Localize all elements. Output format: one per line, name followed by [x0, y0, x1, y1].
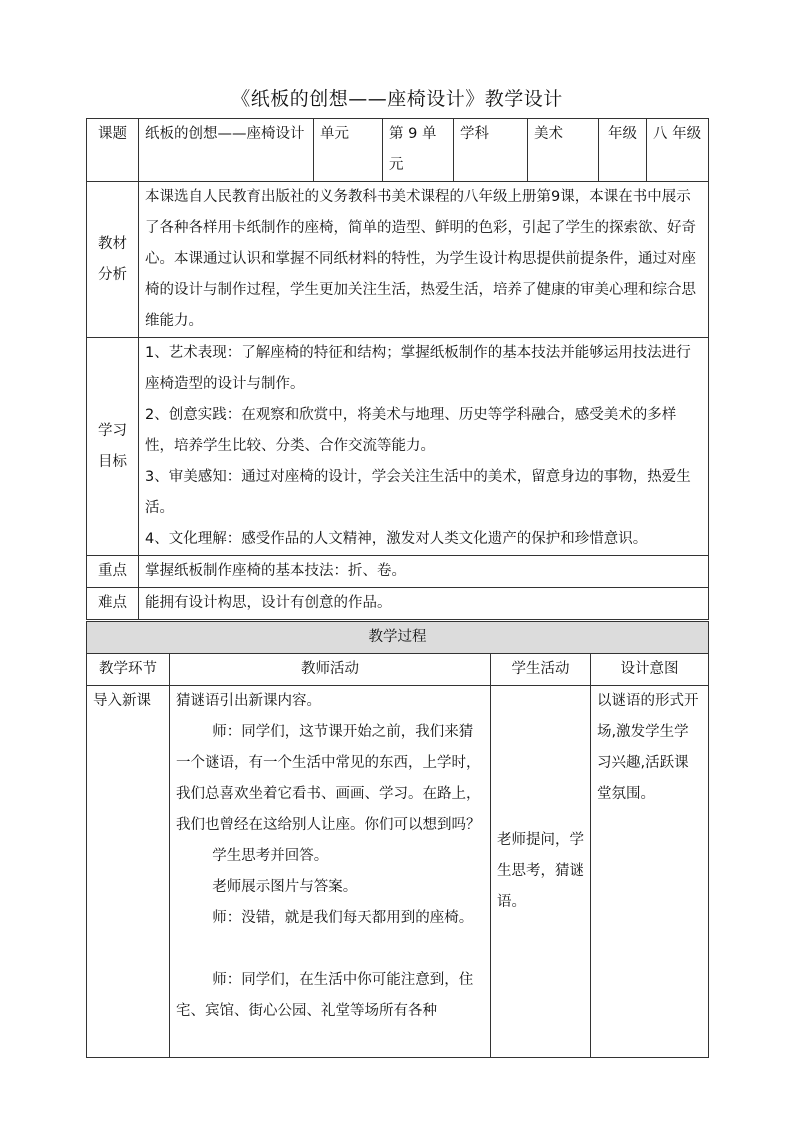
teacher-line: 猜谜语引出新课内容。: [176, 693, 321, 709]
teacher-line: 师：同学们，在生活中你可能注意到，住宅、宾馆、街心公园、礼堂等场所有各种: [176, 972, 474, 1019]
column-header-stage: 教学环节: [87, 654, 170, 686]
info-row: [87, 119, 709, 182]
unit-label: 单元: [314, 119, 383, 182]
process-column-headers: [87, 654, 709, 686]
analysis-row: [87, 182, 709, 338]
unit-value: 第 9 单元: [383, 119, 454, 182]
design-intent-cell: 以谜语的形式开场,激发学生学习兴趣,活跃课堂氛围。: [591, 686, 709, 1058]
difficulty-text: 能拥有设计构思，设计有创意的作品。: [139, 588, 709, 620]
analysis-text: 本课选自人民教育出版社的义务教科书美术课程的八年级上册第9课，本课在书中展示了各种各样用卡纸制作的座椅，简单的造型、鲜明的色彩，引起了学生的探索欲、好奇心。本课通过认识和掌握不同纸材料的特性，为学生设计构思提供前提条件，通过对座椅的设计与制作过程，学生更加关注生活，热爱生活，培养了健康的审美心理和综合思维能力。: [139, 182, 709, 338]
column-header-teacher: 教师活动: [170, 654, 491, 686]
course-value: 纸板的创想——座椅设计: [139, 119, 314, 182]
info-table: [86, 118, 709, 620]
column-header-student: 学生活动: [491, 654, 591, 686]
stage-cell: 导入新课: [87, 686, 170, 1058]
difficulty-row: [87, 588, 709, 620]
grade-value: 八 年级: [647, 119, 709, 182]
key-point-row: [87, 556, 709, 588]
process-header-row: [87, 622, 709, 654]
teacher-activity-cell: [170, 686, 491, 1058]
analysis-label: 教材分析: [87, 182, 139, 338]
goal-item: 4、文化理解：感受作品的人文精神，激发对人类文化遗产的保护和珍惜意识。: [145, 531, 648, 547]
process-table: [86, 621, 709, 1058]
goal-item: 1、艺术表现：了解座椅的特征和结构；掌握纸板制作的基本技法并能够运用技法进行座椅造型的设计与制作。: [145, 345, 691, 392]
key-point-text: 掌握纸板制作座椅的基本技法：折、卷。: [139, 556, 709, 588]
difficulty-label: 难点: [87, 588, 139, 620]
grade-label: 年级: [599, 119, 647, 182]
document-title: 《纸板的创想——座椅设计》教学设计: [231, 88, 563, 110]
teacher-line: 师：同学们，这节课开始之前，我们来猜一个谜语，有一个生活中常见的东西，上学时，我们总喜欢坐着它看书、画画、学习。在路上，我们也曾经在这给别人让座。你们可以想到吗？: [176, 724, 481, 833]
key-point-label: 重点: [87, 556, 139, 588]
teacher-line: 老师展示图片与答案。: [212, 879, 358, 895]
goals-list: [139, 338, 709, 556]
student-activity-cell: 老师提问，学生思考，猜谜语。: [491, 686, 591, 1058]
goals-label: 学习目标: [87, 338, 139, 556]
process-row: [87, 686, 709, 1058]
teacher-line: 师：没错，就是我们每天都用到的座椅。: [212, 910, 474, 926]
subject-value: 美术: [528, 119, 599, 182]
teacher-line-blank: [176, 934, 484, 965]
column-header-intent: 设计意图: [591, 654, 709, 686]
subject-label: 学科: [454, 119, 528, 182]
course-label: 课题: [87, 119, 139, 182]
goal-item: 3、审美感知：通过对座椅的设计，学会关注生活中的美术，留意身边的事物，热爱生活。: [145, 469, 691, 516]
process-header: 教学过程: [87, 622, 709, 654]
goal-item: 2、创意实践：在观察和欣赏中，将美术与地理、历史等学科融合，感受美术的多样性，培养学生比较、分类、合作交流等能力。: [145, 407, 677, 454]
goals-row: [87, 338, 709, 556]
teacher-line: 学生思考并回答。: [212, 848, 329, 864]
